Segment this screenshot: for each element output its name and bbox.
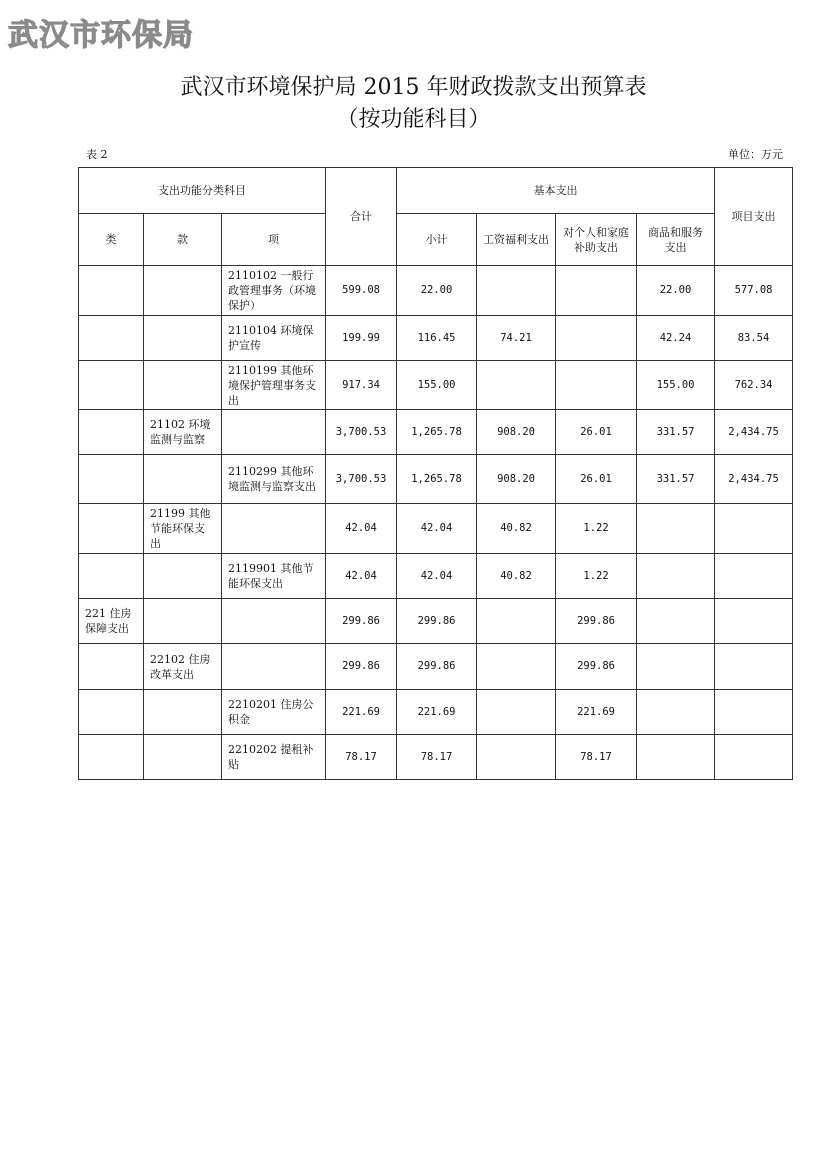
cell-lei bbox=[79, 455, 144, 504]
cell-project bbox=[715, 735, 793, 780]
cell-goods: 331.57 bbox=[637, 410, 715, 455]
table-row bbox=[79, 316, 793, 361]
cell-xiang: 2110199 其他环境保护管理事务支出 bbox=[222, 361, 326, 410]
cell-subtotal: 299.86 bbox=[397, 599, 477, 644]
cell-project: 2,434.75 bbox=[715, 455, 793, 504]
cell-goods bbox=[637, 599, 715, 644]
table-row bbox=[79, 455, 793, 504]
cell-wages: 40.82 bbox=[477, 554, 556, 599]
header-kuan: 款 bbox=[144, 214, 222, 266]
cell-xiang bbox=[222, 644, 326, 690]
cell-total: 78.17 bbox=[326, 735, 397, 780]
cell-subtotal: 221.69 bbox=[397, 690, 477, 735]
cell-wages bbox=[477, 599, 556, 644]
document-title: 武汉市环境保护局 2015 年财政拨款支出预算表 bbox=[180, 75, 647, 100]
cell-project: 577.08 bbox=[715, 266, 793, 316]
cell-project: 762.34 bbox=[715, 361, 793, 410]
document-subtitle: （按功能科目） bbox=[336, 107, 491, 132]
cell-personal bbox=[556, 316, 637, 361]
cell-wages: 74.21 bbox=[477, 316, 556, 361]
table-body bbox=[79, 266, 793, 780]
cell-personal: 78.17 bbox=[556, 735, 637, 780]
cell-kuan bbox=[144, 266, 222, 316]
cell-kuan bbox=[144, 554, 222, 599]
cell-wages: 40.82 bbox=[477, 504, 556, 554]
table-row bbox=[79, 554, 793, 599]
table-row bbox=[79, 504, 793, 554]
cell-kuan: 22102 住房改革支出 bbox=[144, 644, 222, 690]
cell-lei bbox=[79, 361, 144, 410]
cell-total: 599.08 bbox=[326, 266, 397, 316]
cell-lei: 221 住房保障支出 bbox=[79, 599, 144, 644]
cell-kuan bbox=[144, 735, 222, 780]
cell-xiang bbox=[222, 410, 326, 455]
cell-lei bbox=[79, 504, 144, 554]
cell-project bbox=[715, 554, 793, 599]
cell-total: 299.86 bbox=[326, 599, 397, 644]
cell-kuan bbox=[144, 599, 222, 644]
cell-personal: 26.01 bbox=[556, 455, 637, 504]
cell-total: 199.99 bbox=[326, 316, 397, 361]
cell-kuan: 21102 环境监测与监察 bbox=[144, 410, 222, 455]
unit-label: 单位：万元 bbox=[728, 148, 783, 161]
cell-total: 3,700.53 bbox=[326, 410, 397, 455]
table-row bbox=[79, 410, 793, 455]
cell-wages bbox=[477, 690, 556, 735]
cell-goods bbox=[637, 690, 715, 735]
table-row bbox=[79, 599, 793, 644]
cell-subtotal: 42.04 bbox=[397, 554, 477, 599]
cell-project: 83.54 bbox=[715, 316, 793, 361]
table-row bbox=[79, 735, 793, 780]
cell-personal bbox=[556, 266, 637, 316]
header-basic-group: 基本支出 bbox=[397, 168, 715, 214]
table-row bbox=[79, 644, 793, 690]
cell-subtotal: 42.04 bbox=[397, 504, 477, 554]
cell-kuan bbox=[144, 316, 222, 361]
cell-xiang: 2110102 一般行政管理事务（环境保护） bbox=[222, 266, 326, 316]
cell-subtotal: 155.00 bbox=[397, 361, 477, 410]
cell-personal: 1.22 bbox=[556, 554, 637, 599]
cell-lei bbox=[79, 266, 144, 316]
cell-wages bbox=[477, 266, 556, 316]
cell-total: 3,700.53 bbox=[326, 455, 397, 504]
cell-xiang: 2210201 住房公积金 bbox=[222, 690, 326, 735]
table-row bbox=[79, 266, 793, 316]
cell-lei bbox=[79, 644, 144, 690]
cell-lei bbox=[79, 410, 144, 455]
cell-subtotal: 116.45 bbox=[397, 316, 477, 361]
header-xiang: 项 bbox=[222, 214, 326, 266]
cell-xiang: 2210202 提租补贴 bbox=[222, 735, 326, 780]
cell-personal: 299.86 bbox=[556, 644, 637, 690]
cell-lei bbox=[79, 316, 144, 361]
cell-goods bbox=[637, 504, 715, 554]
budget-table bbox=[78, 167, 793, 780]
cell-xiang: 2110104 环境保护宣传 bbox=[222, 316, 326, 361]
cell-goods bbox=[637, 735, 715, 780]
cell-kuan bbox=[144, 690, 222, 735]
cell-project: 2,434.75 bbox=[715, 410, 793, 455]
header-personal: 对个人和家庭补助支出 bbox=[556, 214, 637, 266]
cell-kuan: 21199 其他节能环保支出 bbox=[144, 504, 222, 554]
cell-goods: 155.00 bbox=[637, 361, 715, 410]
cell-xiang: 2119901 其他节能环保支出 bbox=[222, 554, 326, 599]
cell-goods bbox=[637, 644, 715, 690]
cell-subtotal: 1,265.78 bbox=[397, 455, 477, 504]
cell-subtotal: 78.17 bbox=[397, 735, 477, 780]
cell-lei bbox=[79, 735, 144, 780]
cell-total: 221.69 bbox=[326, 690, 397, 735]
cell-goods bbox=[637, 554, 715, 599]
header-project: 项目支出 bbox=[715, 168, 793, 266]
cell-xiang: 2110299 其他环境监测与监察支出 bbox=[222, 455, 326, 504]
header-category-group: 支出功能分类科目 bbox=[79, 168, 326, 214]
cell-project bbox=[715, 599, 793, 644]
cell-goods: 22.00 bbox=[637, 266, 715, 316]
cell-total: 42.04 bbox=[326, 554, 397, 599]
table-row bbox=[79, 361, 793, 410]
cell-wages: 908.20 bbox=[477, 410, 556, 455]
cell-personal: 1.22 bbox=[556, 504, 637, 554]
cell-wages bbox=[477, 644, 556, 690]
cell-project bbox=[715, 644, 793, 690]
cell-subtotal: 22.00 bbox=[397, 266, 477, 316]
cell-lei bbox=[79, 554, 144, 599]
cell-xiang bbox=[222, 504, 326, 554]
table-row bbox=[79, 690, 793, 735]
header-lei: 类 bbox=[79, 214, 144, 266]
cell-total: 917.34 bbox=[326, 361, 397, 410]
cell-lei bbox=[79, 690, 144, 735]
cell-subtotal: 299.86 bbox=[397, 644, 477, 690]
header-goods: 商品和服务支出 bbox=[637, 214, 715, 266]
cell-personal: 26.01 bbox=[556, 410, 637, 455]
cell-wages: 908.20 bbox=[477, 455, 556, 504]
watermark-logo: 武汉市环保局 bbox=[8, 18, 194, 53]
cell-kuan bbox=[144, 361, 222, 410]
cell-personal: 299.86 bbox=[556, 599, 637, 644]
cell-personal bbox=[556, 361, 637, 410]
header-wages: 工资福利支出 bbox=[477, 214, 556, 266]
cell-wages bbox=[477, 735, 556, 780]
header-total: 合计 bbox=[326, 168, 397, 266]
cell-subtotal: 1,265.78 bbox=[397, 410, 477, 455]
cell-goods: 42.24 bbox=[637, 316, 715, 361]
header-subtotal: 小计 bbox=[397, 214, 477, 266]
cell-wages bbox=[477, 361, 556, 410]
table-number: 表 2 bbox=[86, 148, 108, 161]
cell-total: 299.86 bbox=[326, 644, 397, 690]
cell-goods: 331.57 bbox=[637, 455, 715, 504]
cell-total: 42.04 bbox=[326, 504, 397, 554]
cell-personal: 221.69 bbox=[556, 690, 637, 735]
cell-project bbox=[715, 504, 793, 554]
cell-kuan bbox=[144, 455, 222, 504]
cell-xiang bbox=[222, 599, 326, 644]
cell-project bbox=[715, 690, 793, 735]
